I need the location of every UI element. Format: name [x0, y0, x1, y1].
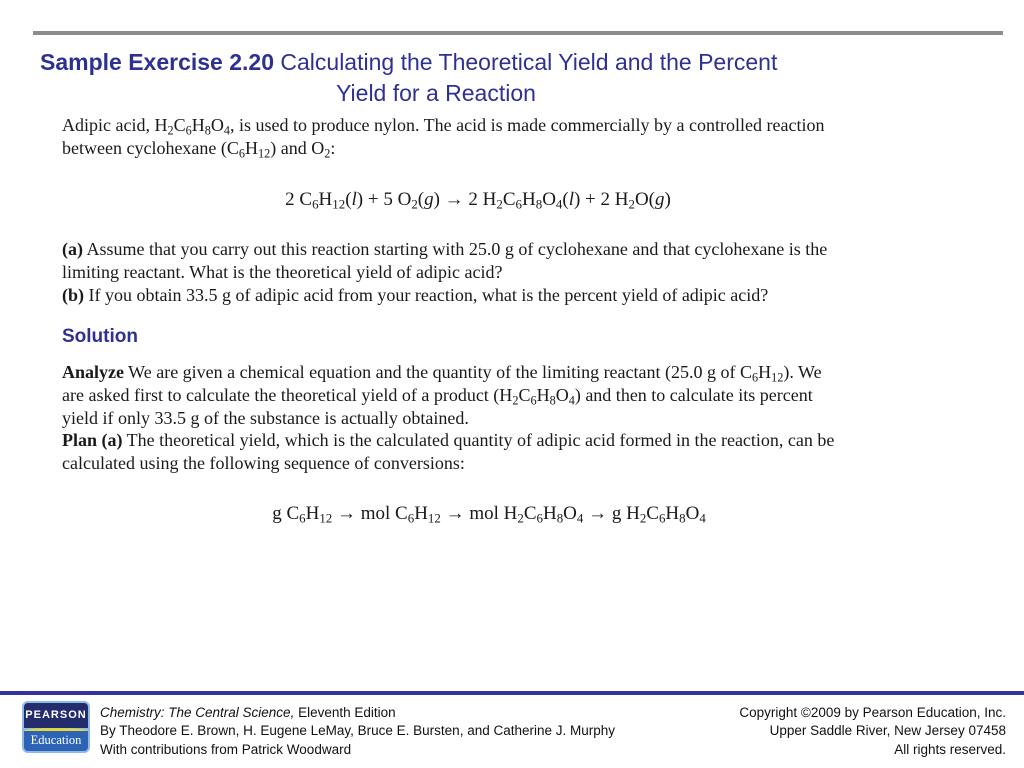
- book-title-line: Chemistry: The Central Science, Eleventh Edition: [100, 705, 396, 720]
- problem-text-line: Adipic acid, $H_2C_6H_8O_4$, is used to produce nylon. The acid is made commercially by a controlled reaction: [62, 115, 825, 138]
- book-info: [100, 704, 615, 759]
- copyright-line: Copyright ©2009 by Pearson Education, Inc.: [739, 705, 1006, 720]
- pearson-logo-inner: [24, 703, 88, 751]
- pearson-logo: [22, 701, 90, 753]
- authors-line: By Theodore E. Brown, H. Eugene LeMay, Bruce E. Bursten, and Catherine J. Murphy: [100, 723, 616, 739]
- copyright-info: [739, 704, 1006, 759]
- analyze-line: Analyze We are given a chemical equation and the quantity of the limiting reactant (25.0 g of $C_6H_{12}$). We: [62, 362, 822, 385]
- problem-parts: [62, 238, 962, 306]
- title-line2: Yield for a Reaction: [336, 80, 536, 106]
- plan-line: calculated using the following sequence of conversions:: [62, 453, 465, 474]
- solution-heading: Solution: [62, 326, 138, 347]
- analyze-line: yield if only 33.5 g of the substance is actually obtained.: [62, 407, 469, 428]
- chemical-equation: 2 $C_6H_{12}(l) + 5$ $O_2(g) \to 2$ $H_2C_6H_8O_4(l) + 2$ $H_2O(g)$: [285, 189, 671, 212]
- copyright-line: Upper Saddle River, New Jersey 07458: [769, 723, 1006, 739]
- pearson-logo-wordmark: PEARSON: [24, 703, 88, 728]
- title-text: Calculating the Theoretical Yield and the Percent: [274, 49, 778, 75]
- conversion-sequence: g $C_6H_{12}$ → mol $C_6H_{12}$ → mol $H_2C_6H_8O_4 \to g$ $H_2C_6H_8O_4$: [272, 503, 706, 526]
- title-exercise-number: Sample Exercise 2.20: [40, 49, 274, 75]
- plan-line: Plan (a) The theoretical yield, which is the calculated quantity of adipic acid formed in the reaction, can be: [62, 430, 835, 451]
- top-divider: [33, 31, 1003, 35]
- problem-text-line: between cyclohexane $(C_6H_{12})$ and $O_2$:: [62, 137, 336, 161]
- title-line1: [40, 47, 832, 78]
- part-a-line: (a) Assume that you carry out this reaction starting with 25.0 g of cyclohexane and that cyclohexane is the: [62, 239, 828, 259]
- part-a-line: limiting reactant. What is the theoretical yield of adipic acid?: [62, 261, 503, 282]
- copyright-line: All rights reserved.: [894, 741, 1006, 757]
- solution-analyze-plan: [62, 361, 962, 475]
- contributions-line: With contributions from Patrick Woodward: [100, 741, 352, 757]
- pearson-logo-education-label: Education: [24, 731, 88, 751]
- footer-divider: [0, 691, 1024, 695]
- page-title: [40, 47, 832, 109]
- part-b-line: (b) If you obtain 33.5 g of adipic acid from your reaction, what is the percent yield of adipic acid?: [62, 284, 769, 305]
- analyze-line: are asked first to calculate the theoretical yield of a product $(H_2C_6H_8O_4)$ and then to calculate its percent: [62, 384, 813, 408]
- problem-intro: [62, 114, 962, 160]
